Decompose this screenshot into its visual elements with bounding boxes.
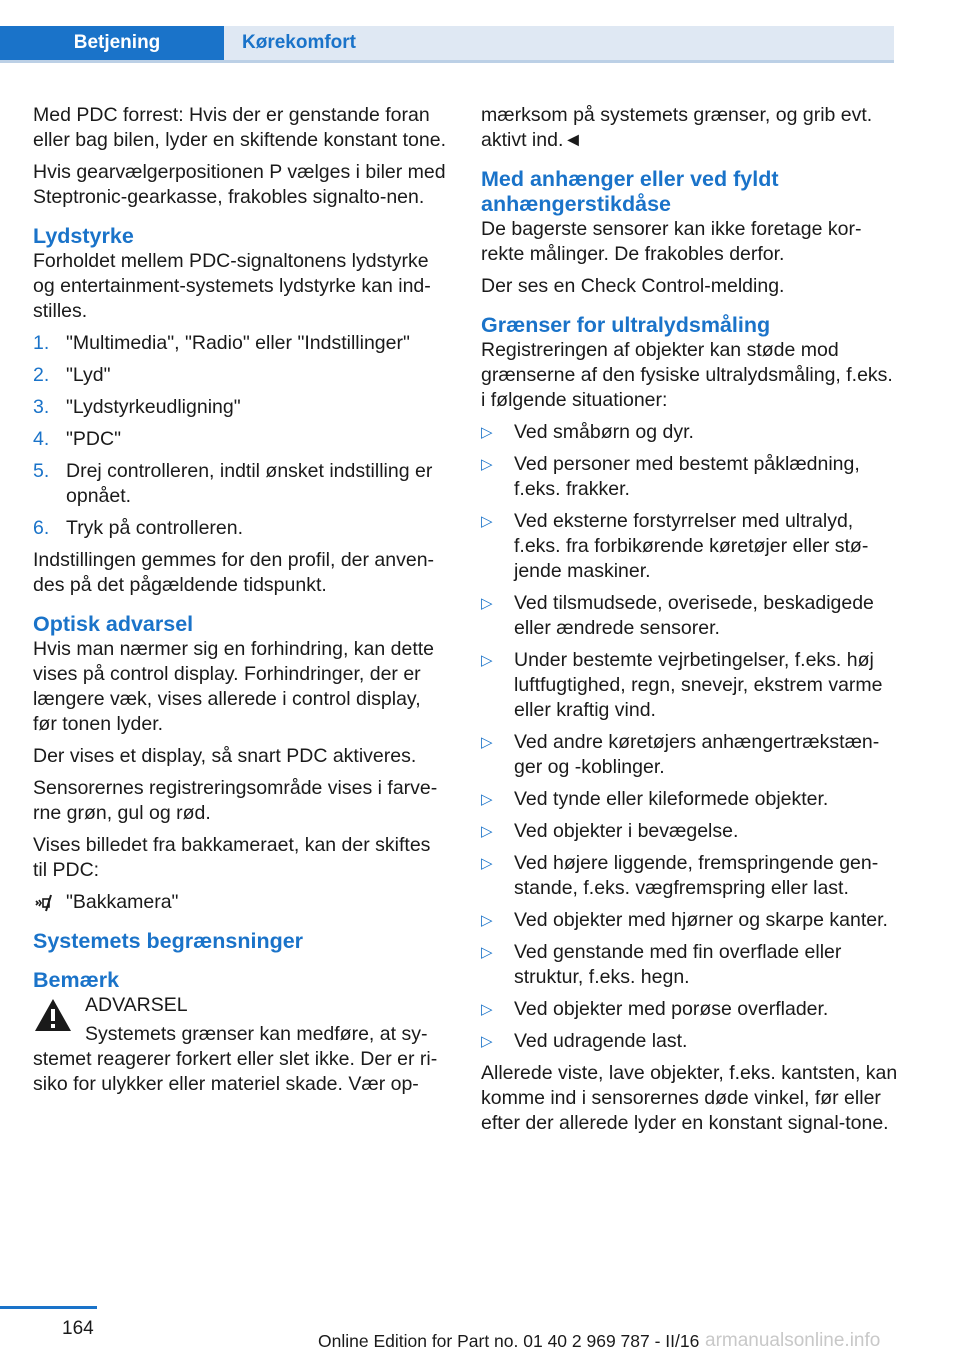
bullet-triangle-icon: ▷ <box>481 513 493 530</box>
camera-pdc-icon <box>33 893 57 920</box>
heading-graenser-ultralyd: Grænser for ultralydsmåling <box>481 313 771 337</box>
list-item-text: Ved højere liggende, fremspringende gen-stande, f.eks. vægfremspring eller last. <box>514 852 879 899</box>
heading-anhaenger: Med anhænger eller ved fyldt anhængerstikdåse <box>481 167 779 216</box>
bullet-triangle-icon: ▷ <box>481 855 493 872</box>
left-column <box>33 103 449 1104</box>
bullet-triangle-icon: ▷ <box>481 595 493 612</box>
step-text: "Lyd" <box>66 364 111 386</box>
paragraph: Allerede viste, lave objekter, f.eks. kantsten, kan komme ind i sensorernes døde vinkel, før eller efter der allerede lyder en konstant signal-tone. <box>481 1062 898 1134</box>
step-number: 2. <box>33 364 50 386</box>
list-item-text: Ved eksterne forstyrrelser med ultralyd, f.eks. fra forbikørende køretøjer eller stø-jende maskiner. <box>514 510 869 582</box>
list-item <box>481 908 899 933</box>
paragraph: Registreringen af objekter kan støde mod grænserne af den fysiske ultralydsmåling, f.eks. i følgende situationer: <box>481 339 893 411</box>
step-number: 6. <box>33 517 50 539</box>
warning-box <box>33 993 449 1018</box>
step-text: "PDC" <box>66 428 122 450</box>
list-item <box>481 591 899 641</box>
warning-title: ADVARSEL <box>85 994 188 1016</box>
paragraph: Hvis gearvælgerpositionen P vælges i biler med Steptronic-gearkasse, frakobles signalto-nen. <box>33 161 446 208</box>
menu-instruction <box>33 890 449 915</box>
paragraph: Sensorernes registreringsområde vises i farve-rne grøn, gul og rød. <box>33 777 438 824</box>
list-item <box>481 997 899 1022</box>
list-item <box>481 730 899 780</box>
header-tabbar <box>0 26 894 60</box>
step-number: 4. <box>33 428 50 450</box>
paragraph: Med PDC forrest: Hvis der er genstande foran eller bag bilen, lyder en skiftende konstant tone. <box>33 104 447 151</box>
list-item-text: Ved udragende last. <box>514 1030 688 1052</box>
step-text: Drej controlleren, indtil ønsket indstilling er opnået. <box>66 460 433 507</box>
list-item-text: Ved objekter med hjørner og skarpe kanter. <box>514 909 888 931</box>
footer-accent-line <box>0 1306 97 1309</box>
tab-betjening[interactable]: Betjening <box>0 26 224 60</box>
list-item <box>481 648 899 723</box>
bullet-triangle-icon: ▷ <box>481 823 493 840</box>
page-number: 164 <box>62 1318 94 1339</box>
paragraph: Hvis man nærmer sig en forhindring, kan dette vises på control display. Forhindringer, der er længere væk, vises allerede i control display, før tonen lyder. <box>33 638 435 735</box>
bullet-triangle-icon: ▷ <box>481 944 493 961</box>
tab-korekomfort[interactable]: Kørekomfort <box>224 26 894 60</box>
watermark: armanualsonline.info <box>705 1330 881 1351</box>
warning-triangle-icon <box>33 997 73 1040</box>
list-item <box>481 452 899 502</box>
list-item <box>481 787 899 812</box>
paragraph: Vises billedet fra bakkameraet, kan der skiftes til PDC: <box>33 834 431 881</box>
paragraph: Indstillingen gemmes for den profil, der anven-des på det pågældende tidspunkt. <box>33 549 435 596</box>
list-item <box>481 851 899 901</box>
list-item <box>33 459 449 509</box>
list-item-text: Ved objekter med porøse overflader. <box>514 998 829 1020</box>
situations-list <box>481 420 899 1054</box>
right-column <box>481 103 899 1143</box>
step-number: 1. <box>33 332 50 354</box>
bullet-triangle-icon: ▷ <box>481 456 493 473</box>
step-number: 3. <box>33 396 50 418</box>
list-item-text: Ved objekter i bevægelse. <box>514 820 739 842</box>
list-item <box>481 509 899 584</box>
list-item <box>481 940 899 990</box>
bullet-triangle-icon: ▷ <box>481 734 493 751</box>
list-item <box>481 420 899 445</box>
list-item-text: Under bestemte vejrbetingelser, f.eks. høj luftfugtighed, regn, snevejr, ekstrem varme eller kraftig vind. <box>514 649 883 721</box>
list-item-text: Ved genstande med fin overflade eller struktur, f.eks. hegn. <box>514 941 842 988</box>
heading-optisk-advarsel: Optisk advarsel <box>33 612 194 636</box>
step-text: Tryk på controlleren. <box>66 517 244 539</box>
bullet-triangle-icon: ▷ <box>481 1033 493 1050</box>
list-item <box>33 395 449 420</box>
list-item <box>33 331 449 356</box>
list-item <box>481 819 899 844</box>
bullet-triangle-icon: ▷ <box>481 1001 493 1018</box>
paragraph: Forholdet mellem PDC-signaltonens lydstyrke og entertainment-systemets lydstyrke kan ind-stilles. <box>33 250 431 322</box>
list-item-text: Ved tynde eller kileformede objekter. <box>514 788 829 810</box>
heading-lydstyrke: Lydstyrke <box>33 224 134 248</box>
header-divider <box>0 60 894 63</box>
step-number: 5. <box>33 460 50 482</box>
paragraph: Der vises et display, så snart PDC aktiveres. <box>33 745 417 767</box>
list-item <box>33 427 449 452</box>
paragraph: mærksom på systemets grænser, og grib evt. aktivt ind.◄ <box>481 104 873 151</box>
bullet-triangle-icon: ▷ <box>481 912 493 929</box>
list-item <box>33 363 449 388</box>
list-item-text: Ved personer med bestemt påklædning, f.eks. frakker. <box>514 453 860 500</box>
bullet-triangle-icon: ▷ <box>481 652 493 669</box>
paragraph: Der ses en Check Control-melding. <box>481 275 785 297</box>
menu-item-label: "Bakkamera" <box>66 891 179 913</box>
step-text: "Multimedia", "Radio" eller "Indstillinger" <box>66 332 410 354</box>
list-item-text: Ved småbørn og dyr. <box>514 421 694 443</box>
bullet-triangle-icon: ▷ <box>481 791 493 808</box>
heading-bemaerk: Bemærk <box>33 968 120 992</box>
warning-text: Systemets grænser kan medføre, at sy-stemet reagerer forkert eller slet ikke. Der er ri-siko for ulykker eller materiel skade. Vær op- <box>33 1023 438 1095</box>
step-text: "Lydstyrkeudligning" <box>66 396 241 418</box>
list-item <box>481 1029 899 1054</box>
steps-list <box>33 331 449 541</box>
list-item-text: Ved tilsmudsede, overisede, beskadigede eller ændrede sensorer. <box>514 592 874 639</box>
heading-systemets-begraensninger: Systemets begrænsninger <box>33 929 304 953</box>
bullet-triangle-icon: ▷ <box>481 424 493 441</box>
list-item <box>33 516 449 541</box>
list-item-text: Ved andre køretøjers anhængertrækstæn-ger og -koblinger. <box>514 731 880 778</box>
edition-info: Online Edition for Part no. 01 40 2 969 787 - II/16 <box>318 1331 700 1351</box>
paragraph: De bagerste sensorer kan ikke foretage kor-rekte målinger. De frakobles derfor. <box>481 218 862 265</box>
